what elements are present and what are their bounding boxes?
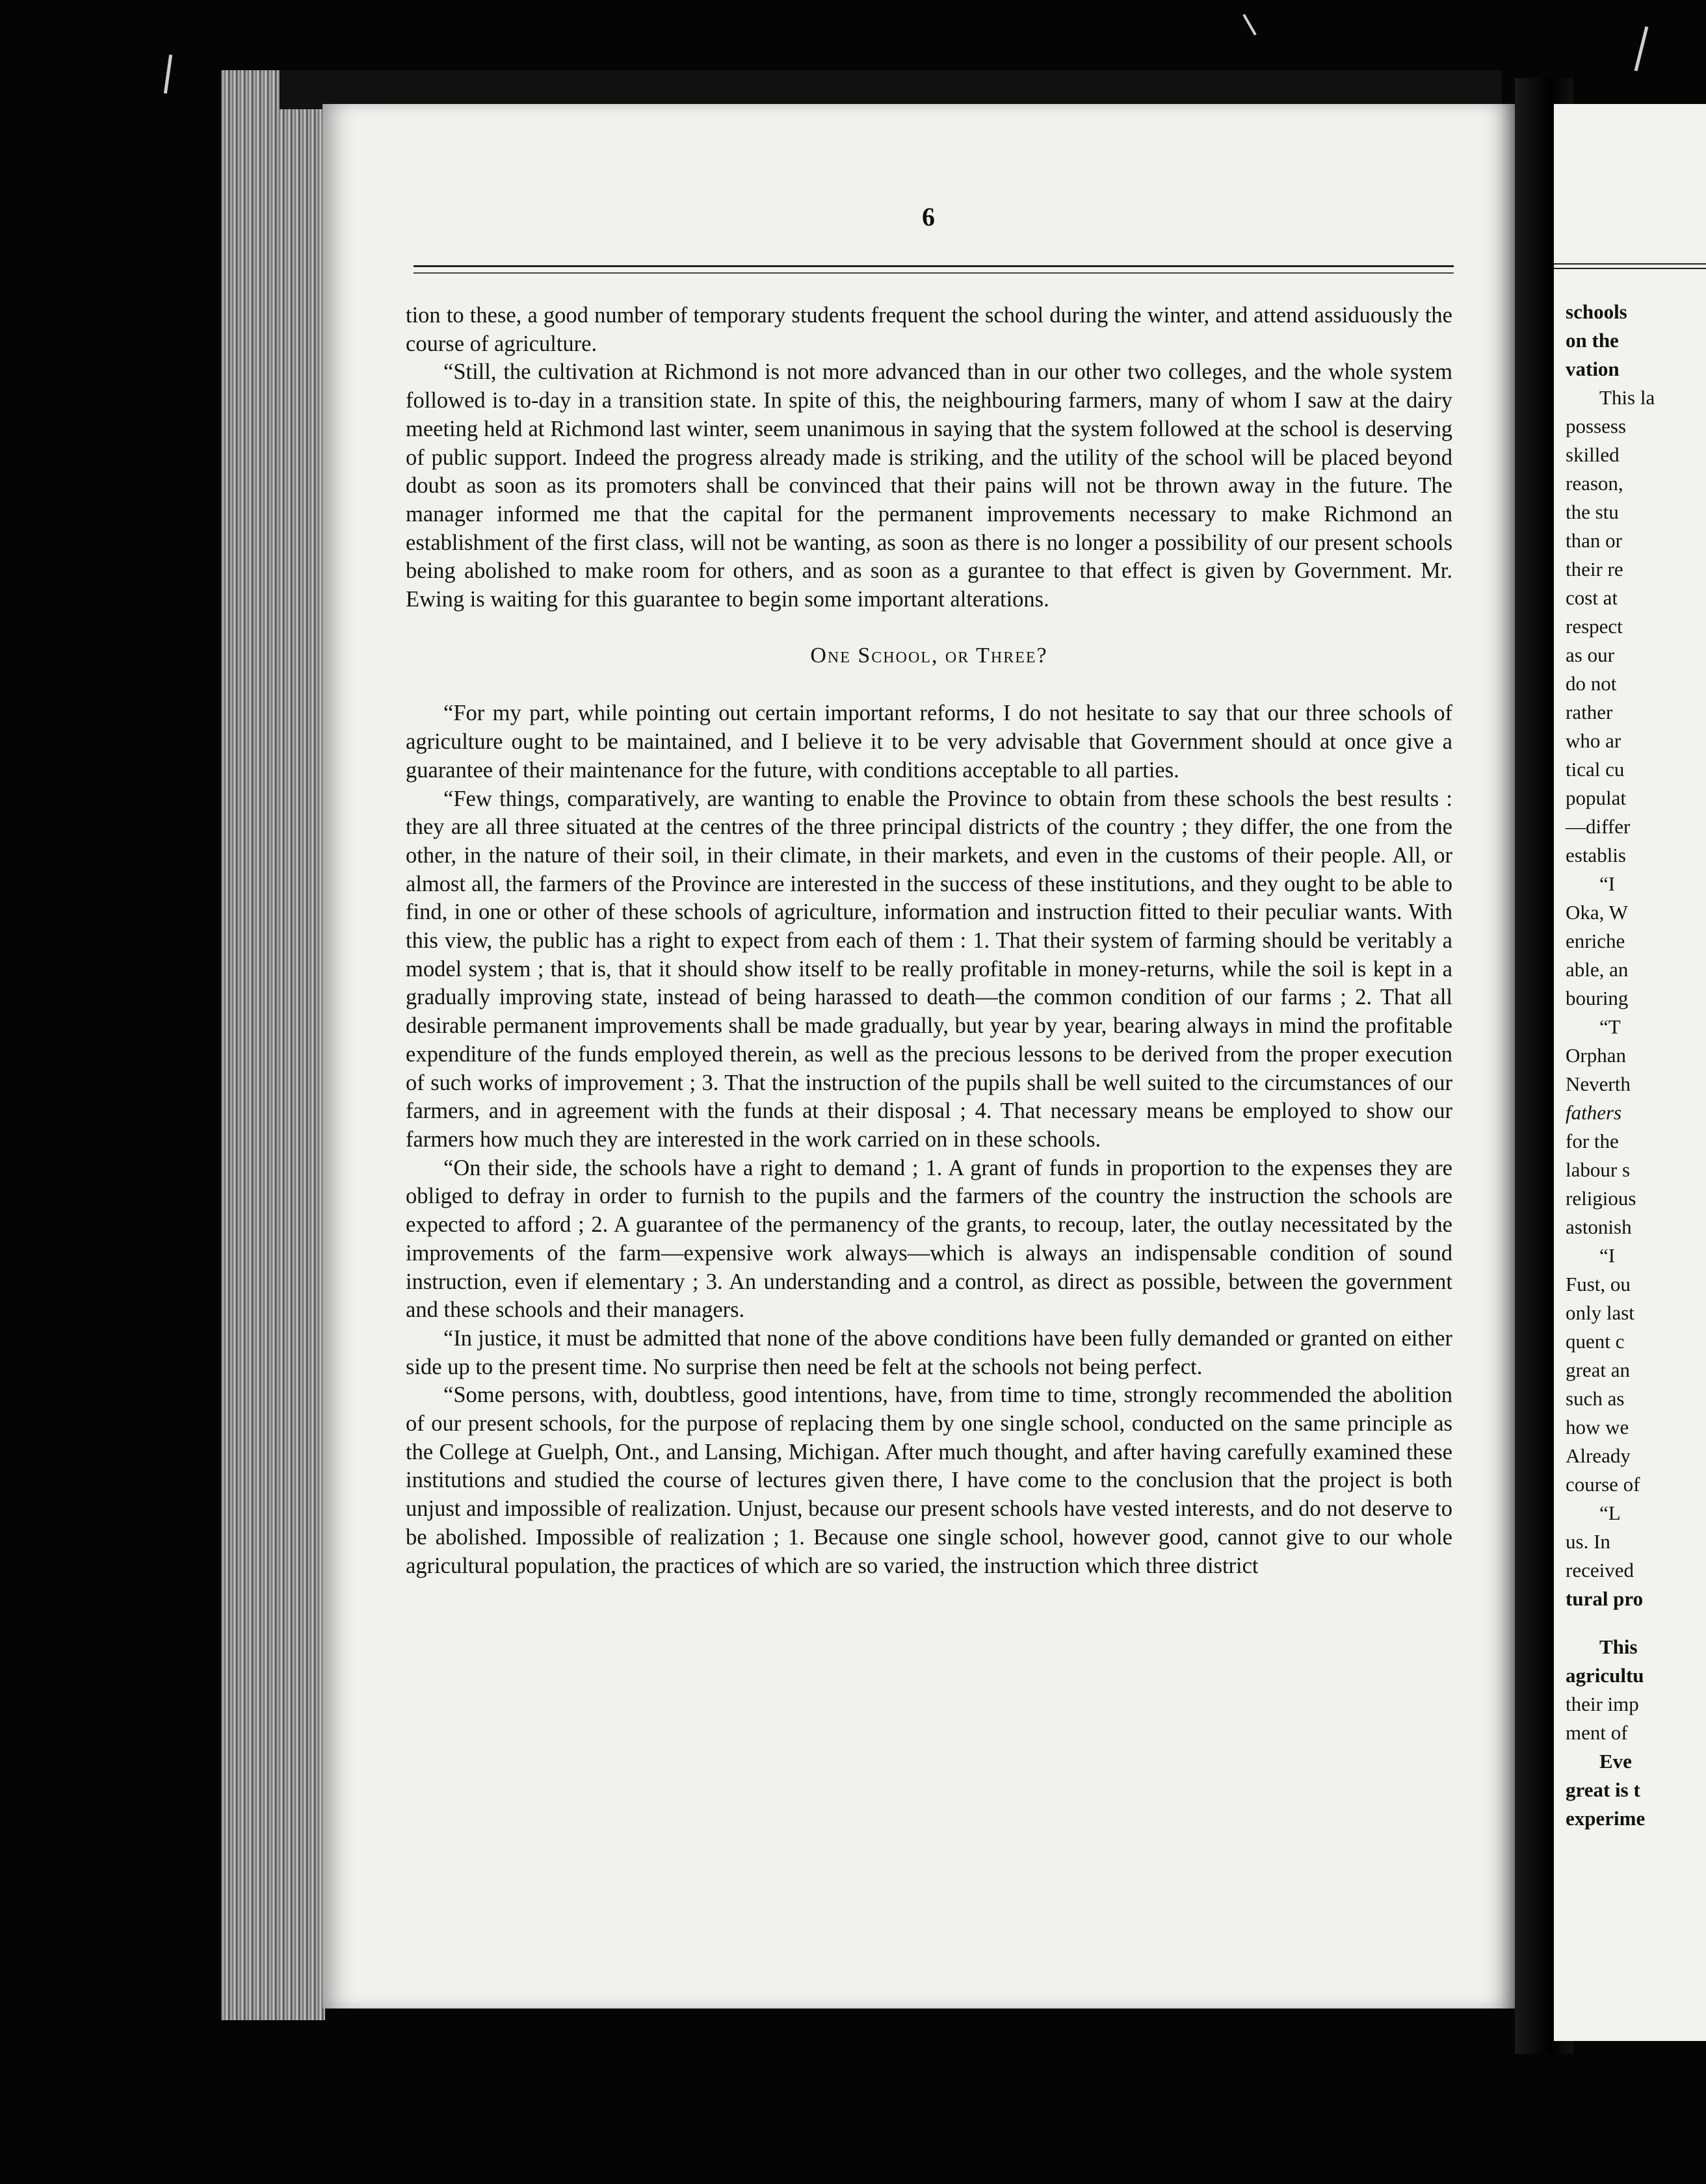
right-page-line: how we — [1566, 1416, 1629, 1438]
right-page-line: as our — [1566, 644, 1614, 666]
right-page-line: great is t — [1566, 1778, 1640, 1801]
right-page-line: vation — [1566, 358, 1620, 380]
right-page-line: This la — [1599, 386, 1655, 409]
right-page-line: tical cu — [1566, 758, 1625, 781]
right-page-line: ment of — [1566, 1721, 1628, 1744]
right-page-line: Fust, ou — [1566, 1273, 1631, 1295]
right-page-line: Eve — [1599, 1750, 1632, 1773]
right-page-line: populat — [1566, 786, 1626, 809]
right-page-line: Oka, W — [1566, 901, 1628, 924]
right-page-line: their re — [1566, 558, 1623, 580]
film-scratch — [1242, 14, 1256, 35]
header-rule — [413, 265, 1454, 274]
right-page-line: agricultu — [1566, 1664, 1644, 1687]
right-page-line: quent c — [1566, 1330, 1625, 1353]
right-page-line: “T — [1599, 1015, 1621, 1038]
right-page-line: schools — [1566, 300, 1627, 323]
right-page-line: fathers — [1566, 1101, 1622, 1124]
right-page-line: great an — [1566, 1358, 1630, 1381]
paragraph: “In justice, it must be admitted that none of the above conditions have been fully demanded or granted on either side up to the present time. No surprise then need be felt at the schools not being perfect. — [406, 1325, 1452, 1379]
book-top-shadow — [280, 70, 1502, 109]
film-scratch — [164, 55, 172, 94]
book-page-edges — [221, 70, 325, 2020]
right-page-fragment — [1554, 104, 1706, 2041]
right-page-line: enriche — [1566, 930, 1625, 952]
paragraph: “On their side, the schools have a right to demand ; 1. A grant of funds in proportion to the expenses they are obliged to defray in order to furnish to the pupils and the farmers of the country the instruction the schools are expected to afford ; 2. A guarantee of the permanency of the grants, to recoup, later, the outlay necessitated by the improvements of the farm—expensive work always—which is always an indispensable condition of sound instruction, even if elementary ; 3. An understanding and a control, as direct as possible, between the government and these schools and their managers. — [406, 1155, 1452, 1323]
right-page-line: possess — [1566, 415, 1627, 437]
right-page-header-rule — [1554, 263, 1706, 269]
section-heading: One School, or Three? — [810, 643, 1048, 668]
right-page-line: respect — [1566, 615, 1623, 638]
right-page-line: —differ — [1566, 815, 1631, 838]
right-page-line: their imp — [1566, 1693, 1639, 1715]
right-page-line: do not — [1566, 672, 1617, 695]
paragraph: “Few things, comparatively, are wanting to enable the Province to obtain from these schools the best results : they are all three situated at the centres of the three principal districts of the country ; they differ, the one from the other, in the nature of their soil, in their climate, in their markets, and even in the customs of their people. All, or almost all, the farmers of the Province are interested in the success of these institutions, and they ought to be able to find, in one or other of these schools of agriculture, information and instruction fitted to their peculiar wants. With this view, the public has a right to expect from each of them : 1. That their system of farming should be veritably a model system ; that is, that it should show itself to be really profitable in money-returns, while the soil is kept in a gradually improving state, instead of being harassed to death—the common condition of our farms ; 2. That all desirable permanent improvements shall be made gradually, but year by year, bearing always in mind the profitable expenditure of the funds employed therein, as well as the precious lessons to be derived from the proper execution of such works of improvement ; 3. That the instruction of the pupils shall be well suited to the circumstances of our farmers, and in agreement with the funds at their disposal ; 4. That necessary means be employed to show our farmers how much they are interested in the work carried on in these schools. — [406, 786, 1452, 1152]
right-page-line: astonish — [1566, 1216, 1632, 1238]
right-page-line: “L — [1599, 1502, 1621, 1524]
right-page-line: Already — [1566, 1444, 1631, 1467]
right-page-line: who ar — [1566, 729, 1621, 752]
right-page-line: experime — [1566, 1807, 1646, 1830]
right-page-line: such as — [1566, 1387, 1625, 1410]
right-page-line: reason, — [1566, 472, 1623, 495]
right-page-line: for the — [1566, 1130, 1619, 1152]
right-page-line: rather — [1566, 701, 1613, 723]
right-page-line: us. In — [1566, 1530, 1610, 1553]
paragraph: tion to these, a good number of temporary students frequent the school during the winter, and attend assiduously the course of agriculture. — [406, 303, 1452, 356]
right-page-line: the stu — [1566, 500, 1619, 523]
right-page-line: religious — [1566, 1187, 1636, 1210]
paragraph: “Some persons, with, doubtless, good intentions, have, from time to time, strongly recommended the abolition of our present schools, for the purpose of replacing them by one single school, conducted on the same principle as the College at Guelph, Ont., and Lansing, Michigan. After much thought, and after having carefully examined these institutions and studied the course of lectures given there, I have come to the conclusion that the project is both unjust and impossible of realization. Unjust, because our present schools have vested interests, and do not deserve to be abolished. Impossible of realization ; 1. Because one single school, however good, cannot give to our whole agricultural population, the practices of which are so varied, the instruction which three district — [406, 1383, 1452, 1578]
film-scratch — [1634, 26, 1649, 71]
body-text — [406, 302, 1452, 1580]
right-page-line: bouring — [1566, 987, 1629, 1009]
page-number: 6 — [922, 202, 935, 231]
paragraph: “For my part, while pointing out certain important reforms, I do not hesitate to say that our three schools of agriculture ought to be maintained, and I believe it to be very advisable that Government should at once give a guarantee of their maintenance for the future, with conditions acceptable to all parties. — [406, 701, 1452, 783]
right-page-line: than or — [1566, 529, 1622, 552]
right-page-line: “I — [1599, 872, 1616, 895]
right-page-line: only last — [1566, 1301, 1634, 1324]
right-page-line: received — [1566, 1559, 1634, 1581]
right-page-line: on the — [1566, 329, 1619, 352]
right-page-line: Neverth — [1566, 1072, 1631, 1095]
right-page-line: cost at — [1566, 586, 1618, 609]
paragraph: “Still, the cultivation at Richmond is not more advanced than in our other two colleges, and the whole system followed is to-day in a transition state. In spite of this, the neighbouring farmers, many of whom I saw at the dairy meeting held at Richmond last winter, seem unanimous in saying that the system followed at the school is deserving of public support. Indeed the progress already made is striking, and the utility of the school will be placed beyond doubt as soon as its promoters shall be convinced that their pains will not be thrown away in the future. The manager informed me that the capital for the permanent improvements necessary to make Richmond an establishment of the first class, will not be wanting, as soon as there is no longer a possibility of our present schools being abolished to make room for others, and as soon as a gurantee to that effect is given by Government. Mr. Ewing is waiting for this guarantee to begin some important alterations. — [406, 359, 1452, 612]
right-page-line: tural pro — [1566, 1587, 1644, 1610]
right-page-line: able, an — [1566, 958, 1629, 981]
right-page-line: “I — [1599, 1244, 1616, 1267]
right-page-line: course of — [1566, 1473, 1640, 1496]
right-page-line: labour s — [1566, 1158, 1631, 1181]
right-page-line: Orphan — [1566, 1044, 1626, 1067]
right-page-line: This — [1599, 1635, 1638, 1658]
right-page-line: establis — [1566, 844, 1626, 866]
right-page-line: skilled — [1566, 443, 1620, 466]
